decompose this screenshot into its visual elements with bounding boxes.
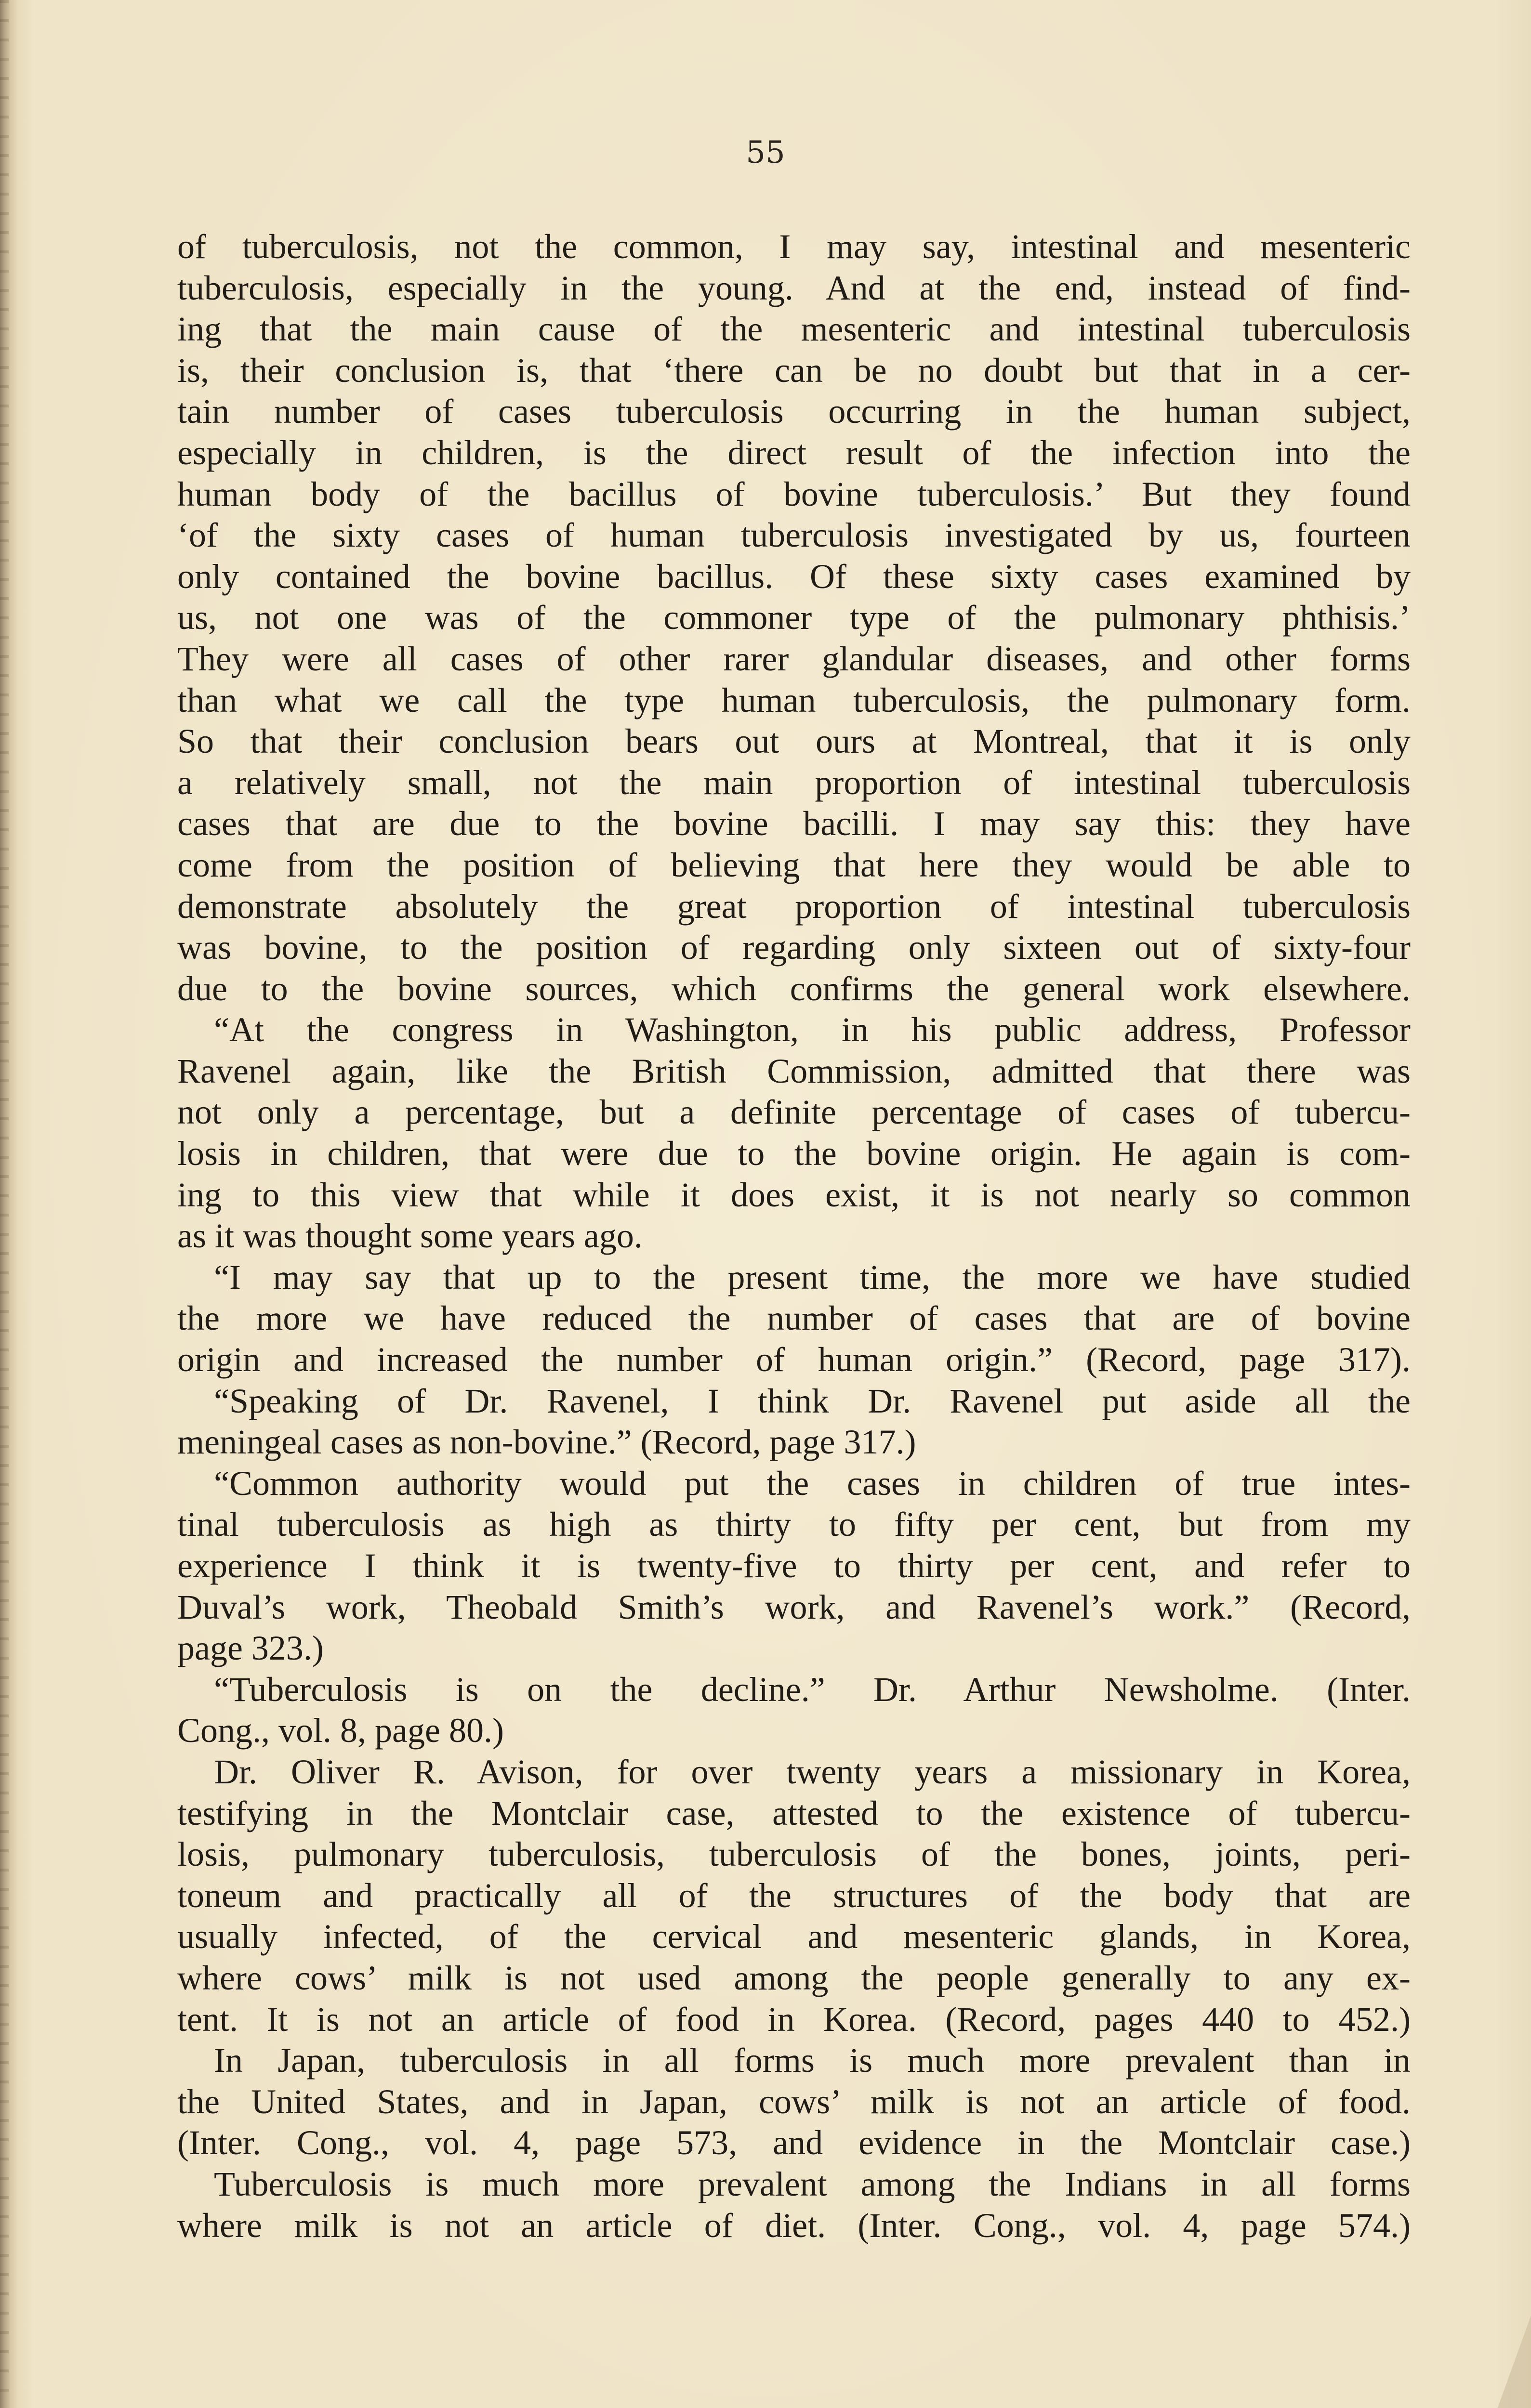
text-line: Tuberculosis is much more prevalent among the Indians in all forms [214,2164,1411,2203]
text-line: In Japan, tuberculosis in all forms is much more prevalent than in [214,2041,1411,2080]
text-line: usually infected, of the cervical and mesenteric glands, in Korea, [177,1917,1411,1956]
text-line: is, their conclusion is, that ‘there can be no doubt but that in a cer- [177,351,1411,390]
text-line: “Speaking of Dr. Ravenel, I think Dr. Ravenel put aside all the [214,1381,1411,1420]
page-corner [1468,2316,1531,2408]
text-line: especially in children, is the direct result of the infection into the [177,433,1411,472]
text-line: Cong., vol. 8, page 80.) [177,1711,504,1750]
text-line: Dr. Oliver R. Avison, for over twenty years a missionary in Korea, [214,1752,1411,1791]
text-line: cases that are due to the bovine bacilli. I may say this: they have [177,804,1411,843]
text-line: So that their conclusion bears out ours at Montreal, that it is only [177,722,1411,761]
text-line: due to the bovine sources, which confirms the general work elsewhere. [177,969,1411,1008]
text-line: of tuberculosis, not the common, I may say, intestinal and mesenteric [177,227,1411,266]
text-line: losis, pulmonary tuberculosis, tuberculosis of the bones, joints, peri- [177,1835,1411,1874]
text-line: ing that the main cause of the mesenteric and intestinal tuberculosis [177,310,1411,349]
text-line: losis in children, that were due to the bovine origin. He again is com- [177,1134,1411,1173]
text-line: ‘of the sixty cases of human tuberculosis investigated by us, fourteen [177,516,1411,555]
text-line: “I may say that up to the present time, the more we have studied [214,1257,1411,1296]
text-line: ing to this view that while it does exist, it is not nearly so common [177,1175,1411,1214]
text-line: come from the position of believing that here they would be able to [177,845,1411,884]
text-line: tain number of cases tuberculosis occurring in the human subject, [177,392,1411,431]
text-line: human body of the bacillus of bovine tuberculosis.’ But they found [177,474,1411,513]
text-line: experience I think it is twenty-five to thirty per cent, and refer to [177,1546,1411,1585]
text-line: the United States, and in Japan, cows’ milk is not an article of food. [177,2082,1411,2121]
text-line: was bovine, to the position of regarding only sixteen out of sixty-four [177,928,1411,967]
text-line: (Inter. Cong., vol. 4, page 573, and evidence in the Montclair case.) [177,2123,1411,2162]
text-line: “Common authority would put the cases in children of true intes- [214,1464,1411,1503]
text-line: where milk is not an article of diet. (Inter. Cong., vol. 4, page 574.) [177,2206,1411,2245]
page-number: 55 [746,135,785,170]
text-line: us, not one was of the commoner type of the pulmonary phthisis.’ [177,598,1411,637]
text-line: page 323.) [177,1629,324,1668]
text-line: testifying in the Montclair case, attested to the existence of tubercu- [177,1793,1411,1832]
text-line: tinal tuberculosis as high as thirty to fifty per cent, but from my [177,1505,1411,1544]
text-line: as it was thought some years ago. [177,1217,643,1256]
text-line: where cows’ milk is not used among the people generally to any ex- [177,1958,1411,1997]
text-line: only contained the bovine bacillus. Of these sixty cases examined by [177,557,1411,596]
text-line: origin and increased the number of human origin.” (Record, page 317). [177,1340,1411,1379]
text-line: tent. It is not an article of food in Korea. (Record, pages 440 to 452.) [177,2000,1411,2039]
text-line: a relatively small, not the main proportion of intestinal tuberculosis [177,763,1411,802]
text-line: not only a percentage, but a definite percentage of cases of tubercu- [177,1093,1411,1132]
text-line: than what we call the type human tuberculosis, the pulmonary form. [177,681,1411,720]
text-line: demonstrate absolutely the great proportion of intestinal tuberculosis [177,887,1411,926]
text-line: the more we have reduced the number of cases that are of bovine [177,1299,1411,1338]
text-line: Ravenel again, like the British Commission, admitted that there was [177,1051,1411,1090]
text-line: toneum and practically all of the structures of the body that are [177,1876,1411,1915]
text-line: “Tuberculosis is on the decline.” Dr. Arthur Newsholme. (Inter. [214,1670,1411,1709]
text-line: meningeal cases as non-bovine.” (Record, page 317.) [177,1423,916,1462]
text-line: Duval’s work, Theobald Smith’s work, and Ravenel’s work.” (Record, [177,1587,1411,1626]
text-line: “At the congress in Washington, in his public address, Professor [214,1010,1411,1049]
text-line: They were all cases of other rarer glandular diseases, and other forms [177,639,1411,678]
text-line: tuberculosis, especially in the young. And at the end, instead of find- [177,268,1411,307]
body-text [177,226,1411,2246]
binding-edge [0,0,9,2408]
